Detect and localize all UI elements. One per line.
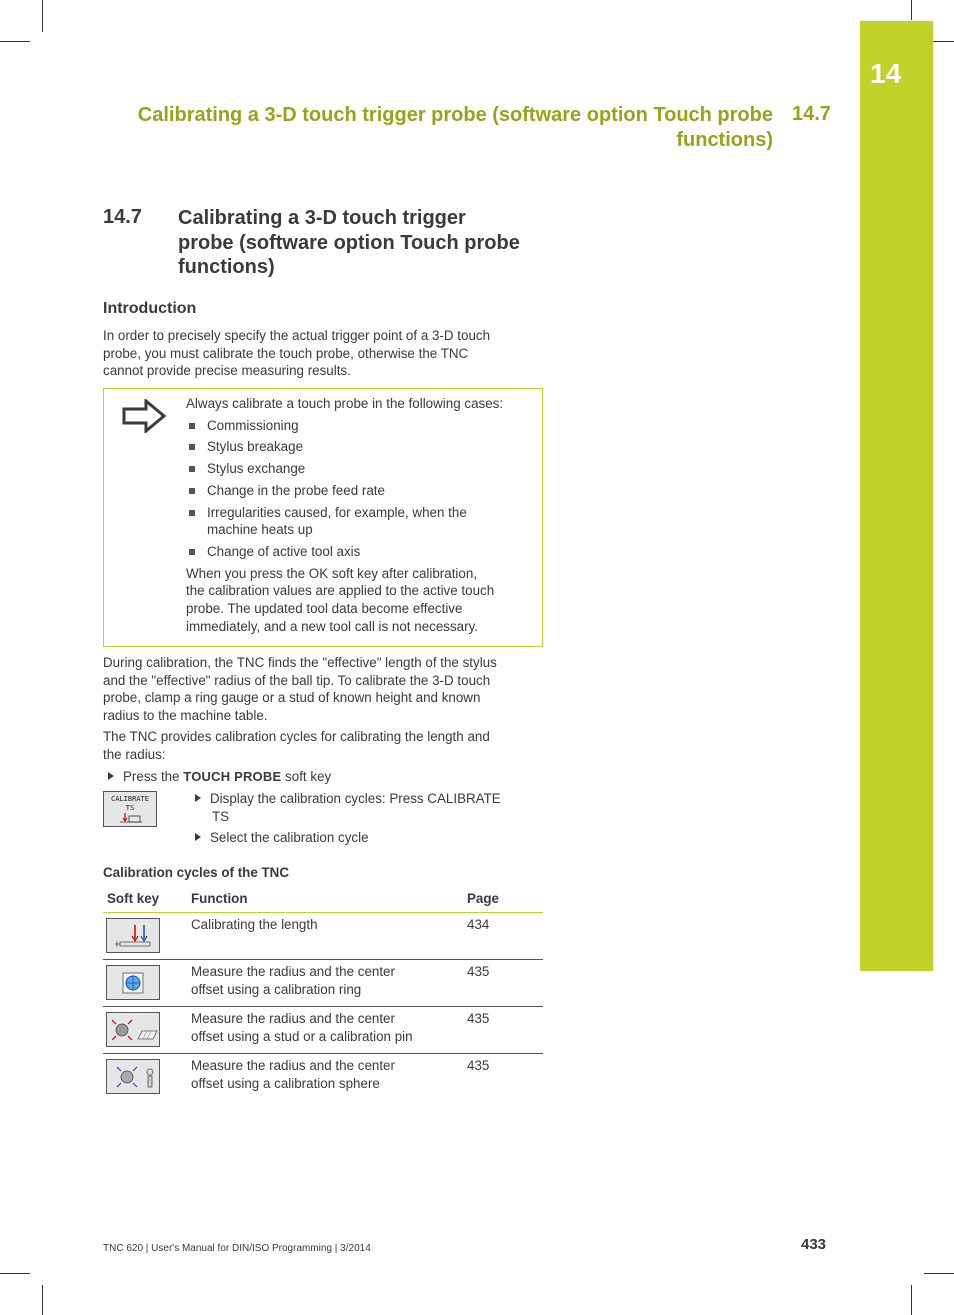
calibration-sphere-icon[interactable] <box>106 1059 160 1094</box>
running-header-line2: functions) <box>676 129 773 151</box>
section-number: 14.7 <box>103 206 142 228</box>
list-item: Irregularities caused, for example, when the machine heats up <box>186 504 538 539</box>
page-cell: 435 <box>467 1011 490 1026</box>
section-title-line2: probe (software option Touch probe <box>178 231 520 254</box>
step-press-touch-probe: Press the TOUCH PROBE soft key <box>108 768 331 786</box>
function-cell: Calibrating the length <box>191 917 318 932</box>
note-after-line: When you press the OK soft key after calibration, <box>186 565 478 581</box>
calibrate-length-icon[interactable] <box>106 918 160 953</box>
paragraph-line: probe, clamp a ring gauge or a stud of known height and known <box>103 690 481 706</box>
list-item: Change of active tool axis <box>186 543 538 561</box>
step-arrow-icon <box>108 772 114 780</box>
list-item: Stylus breakage <box>186 438 538 456</box>
paragraph-line: In order to precisely specify the actual trigger point of a 3-D touch <box>103 328 491 343</box>
calibration-ring-icon[interactable] <box>106 965 160 1000</box>
running-header-title <box>110 103 773 153</box>
crop-mark <box>42 0 43 32</box>
chapter-number: 14 <box>870 58 902 89</box>
section-title-line1: Calibrating a 3-D touch trigger <box>178 207 466 229</box>
step-display-cycles: Display the calibration cycles: Press CALIBRATE TS <box>195 790 501 825</box>
page-cell: 434 <box>467 917 490 932</box>
introduction-paragraph <box>103 327 543 380</box>
paragraph-line: The TNC provides calibration cycles for calibrating the length and <box>103 729 490 744</box>
note-after-line: immediately, and a new tool call is not necessary. <box>186 618 479 634</box>
section-title <box>178 206 558 280</box>
step-select-cycle: Select the calibration cycle <box>195 829 369 847</box>
page-number: 433 <box>801 1236 827 1253</box>
cycles-paragraph <box>103 728 543 763</box>
crop-mark <box>911 1285 912 1315</box>
paragraph-line: probe, you must calibrate the touch probe, otherwise the TNC <box>103 345 469 361</box>
right-arrow-icon <box>122 399 166 438</box>
note-box <box>103 388 543 647</box>
list-item: Stylus exchange <box>186 460 538 478</box>
function-cell: Measure the radius and the center offset using a calibration sphere <box>191 1058 395 1091</box>
calibration-paragraph <box>103 654 543 724</box>
chapter-tab <box>860 21 933 971</box>
row-rule <box>103 1053 543 1054</box>
footer-text: TNC 620 | User's Manual for DIN/ISO Programming | 3/2014 <box>103 1243 371 1254</box>
note-after-line: probe. The updated tool data become effective <box>186 601 463 617</box>
column-header-page: Page <box>467 891 500 906</box>
crop-mark <box>0 41 30 42</box>
function-cell: Measure the radius and the center offset using a calibration ring <box>191 964 395 997</box>
paragraph-line: cannot provide precise measuring results. <box>103 363 351 379</box>
header-rule <box>103 912 543 913</box>
note-list <box>186 417 538 561</box>
introduction-heading: Introduction <box>103 300 197 317</box>
softkey-label: TS <box>125 804 135 812</box>
note-content <box>186 395 538 635</box>
calibrate-ts-softkey[interactable] <box>103 791 157 827</box>
list-item: Commissioning <box>186 417 538 435</box>
paragraph-line: During calibration, the TNC finds the "effective" length of the stylus <box>103 655 497 670</box>
crop-mark <box>0 1273 30 1274</box>
table-heading: Calibration cycles of the TNC <box>103 865 290 880</box>
running-header-line1: Calibrating a 3-D touch trigger probe (software option Touch probe <box>137 104 773 126</box>
crop-mark <box>911 0 912 20</box>
crop-mark <box>42 1285 43 1315</box>
paragraph-line: and the "effective" radius of the ball tip. To calibrate the 3-D touch <box>103 672 491 688</box>
page-cell: 435 <box>467 1058 490 1073</box>
note-after-line: the calibration values are applied to the active touch <box>186 583 495 599</box>
calibration-stud-icon[interactable] <box>106 1012 160 1047</box>
paragraph-line: radius to the machine table. <box>103 707 268 723</box>
row-rule <box>103 1006 543 1007</box>
note-lead: Always calibrate a touch probe in the following cases: <box>186 396 504 411</box>
crop-mark <box>924 1273 954 1274</box>
running-header-section-number: 14.7 <box>792 103 831 125</box>
softkey-name: TOUCH PROBE <box>183 769 282 784</box>
step-arrow-icon <box>195 833 201 841</box>
page-cell: 435 <box>467 964 490 979</box>
list-item: Change in the probe feed rate <box>186 482 538 500</box>
column-header-soft-key: Soft key <box>107 891 160 906</box>
paragraph-line: the radius: <box>103 746 166 762</box>
softkey-label: CALIBRATE <box>111 795 149 803</box>
function-cell: Measure the radius and the center offset using a stud or a calibration pin <box>191 1011 413 1044</box>
column-header-function: Function <box>191 891 248 906</box>
section-title-line3: functions) <box>178 256 275 278</box>
step-arrow-icon <box>195 794 201 802</box>
row-rule <box>103 959 543 960</box>
probe-icon <box>120 813 142 823</box>
